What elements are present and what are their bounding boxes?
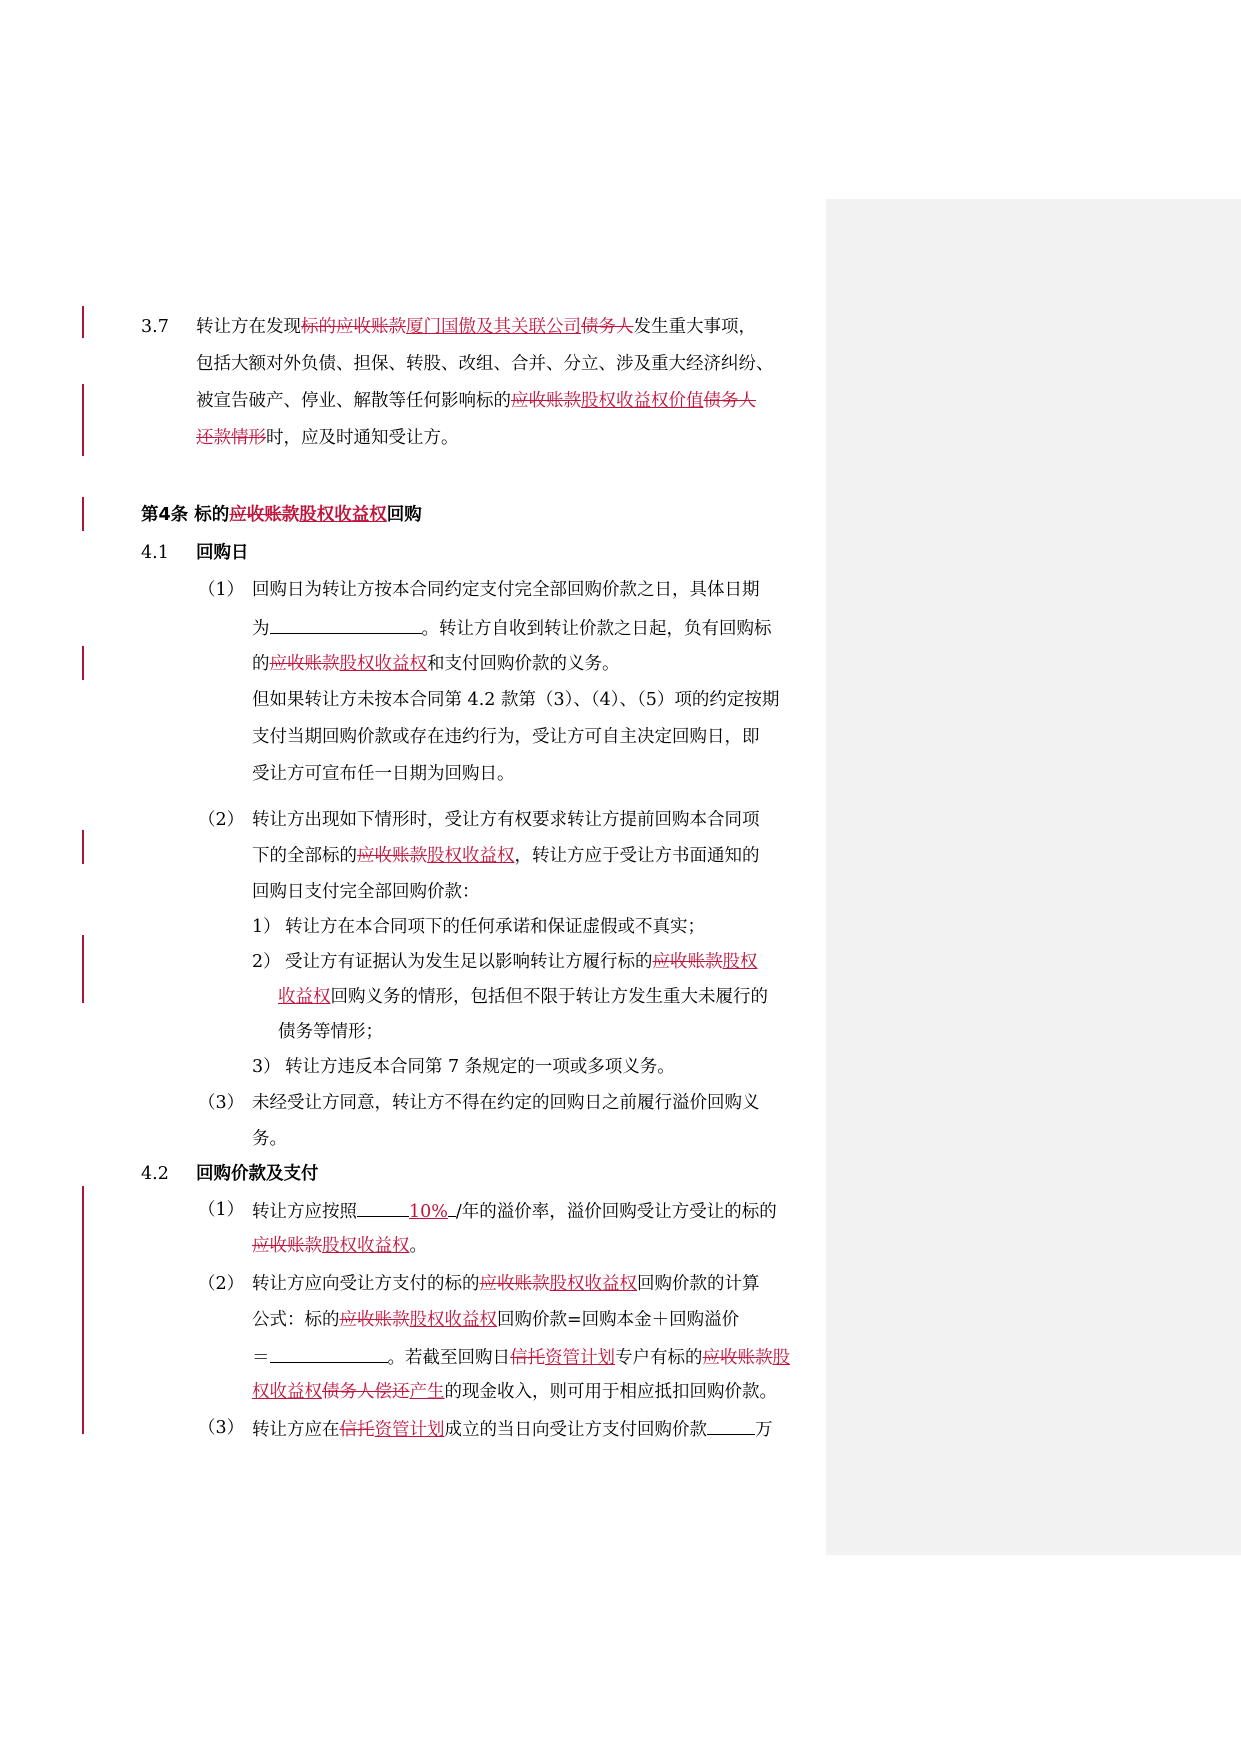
text-line: 务。 — [252, 1129, 287, 1149]
text-line: 转让方应按照 10% /年的溢价率，溢价回购受让方受让的标的 — [252, 1198, 777, 1224]
item-number: （1） — [198, 1200, 245, 1220]
text-line: 被宣告破产、停业、解散等任何影响标的应收账款股权收益权价值债务人 — [196, 391, 756, 411]
section-title: 回购价款及支付 — [196, 1164, 319, 1184]
section-number: 4.2 — [141, 1164, 169, 1184]
item-number: （2） — [198, 810, 245, 830]
text-line: 回购日支付完全部回购价款： — [252, 882, 480, 902]
text-line: 权收益权债务人偿还产生的现金收入，则可用于相应抵扣回购价款。 — [252, 1382, 777, 1402]
text-line: 的应收账款股权收益权和支付回购价款的义务。 — [252, 654, 620, 674]
item-number: （3） — [198, 1093, 245, 1113]
blank-field — [707, 1416, 755, 1435]
item-number: （2） — [198, 1274, 245, 1294]
change-bar — [82, 646, 84, 680]
change-bar — [82, 935, 84, 1003]
blank-field — [270, 615, 422, 634]
blank-field — [270, 1344, 388, 1363]
text-line: 包括大额对外负债、担保、转股、改组、合并、分立、涉及重大经济纠纷、 — [196, 354, 774, 374]
text-line: 受让方可宣布任一日期为回购日。 — [252, 764, 515, 784]
text-line: 下的全部标的应收账款股权收益权，转让方应于受让方书面通知的 — [252, 846, 760, 866]
section-title: 回购日 — [196, 543, 249, 563]
text-line: 未经受让方同意，转让方不得在约定的回购日之前履行溢价回购义 — [252, 1093, 760, 1113]
text-line: 转让方在发现标的应收账款厦门国傲及其关联公司债务人发生重大事项， — [196, 317, 756, 337]
premium-rate: 10% — [409, 1202, 448, 1222]
change-bar — [82, 1186, 84, 1434]
blank-field — [357, 1198, 409, 1217]
article-title: 第4条 标的应收账款股权收益权回购 — [141, 505, 422, 525]
subitem-number: 3） — [252, 1057, 281, 1077]
text-line: 转让方应向受让方支付的标的应收账款股权收益权回购价款的计算 — [252, 1274, 760, 1294]
text-line: 债务等情形； — [278, 1022, 383, 1042]
text-line: 回购日为转让方按本合同约定支付完全部回购价款之日，具体日期 — [252, 580, 760, 600]
change-bar — [82, 830, 84, 864]
change-bar — [82, 306, 84, 338]
text-line: ＝ 。若截至回购日信托资管计划专户有标的应收账款股 — [252, 1344, 790, 1370]
text-line: 公式：标的应收账款股权收益权回购价款=回购本金＋回购溢价 — [252, 1310, 740, 1330]
section-number: 4.1 — [141, 543, 169, 563]
item-number: （3） — [198, 1418, 245, 1438]
subitem-number: 1） — [252, 917, 281, 937]
text-line: 受让方有证据认为发生足以影响转让方履行标的应收账款股权 — [285, 952, 758, 972]
blank-field — [448, 1198, 456, 1217]
text-line: 转让方在本合同项下的任何承诺和保证虚假或不真实； — [285, 917, 705, 937]
subitem-number: 2） — [252, 952, 281, 972]
text-line: 但如果转让方未按本合同第 4.2 款第（3）、（4）、（5）项的约定按期 — [252, 690, 780, 710]
change-bar — [82, 384, 84, 456]
item-number: （1） — [198, 580, 245, 600]
change-bar — [82, 497, 84, 531]
section-number: 3.7 — [141, 317, 169, 337]
text-line: 支付当期回购价款或存在违约行为，受让方可自主决定回购日，即 — [252, 727, 760, 747]
text-line: 转让方应在信托资管计划成立的当日向受让方支付回购价款 万 — [252, 1416, 773, 1442]
text-line: 转让方违反本合同第 7 条规定的一项或多项义务。 — [285, 1057, 675, 1077]
text-line: 转让方出现如下情形时，受让方有权要求转让方提前回购本合同项 — [252, 810, 760, 830]
comment-pane — [826, 199, 1241, 1555]
text-line: 应收账款股权收益权。 — [252, 1236, 427, 1256]
text-line: 还款情形时，应及时通知受让方。 — [196, 428, 459, 448]
text-line: 收益权回购义务的情形，包括但不限于转让方发生重大未履行的 — [278, 987, 768, 1007]
text-line: 为 。转让方自收到转让价款之日起，负有回购标 — [252, 615, 772, 641]
